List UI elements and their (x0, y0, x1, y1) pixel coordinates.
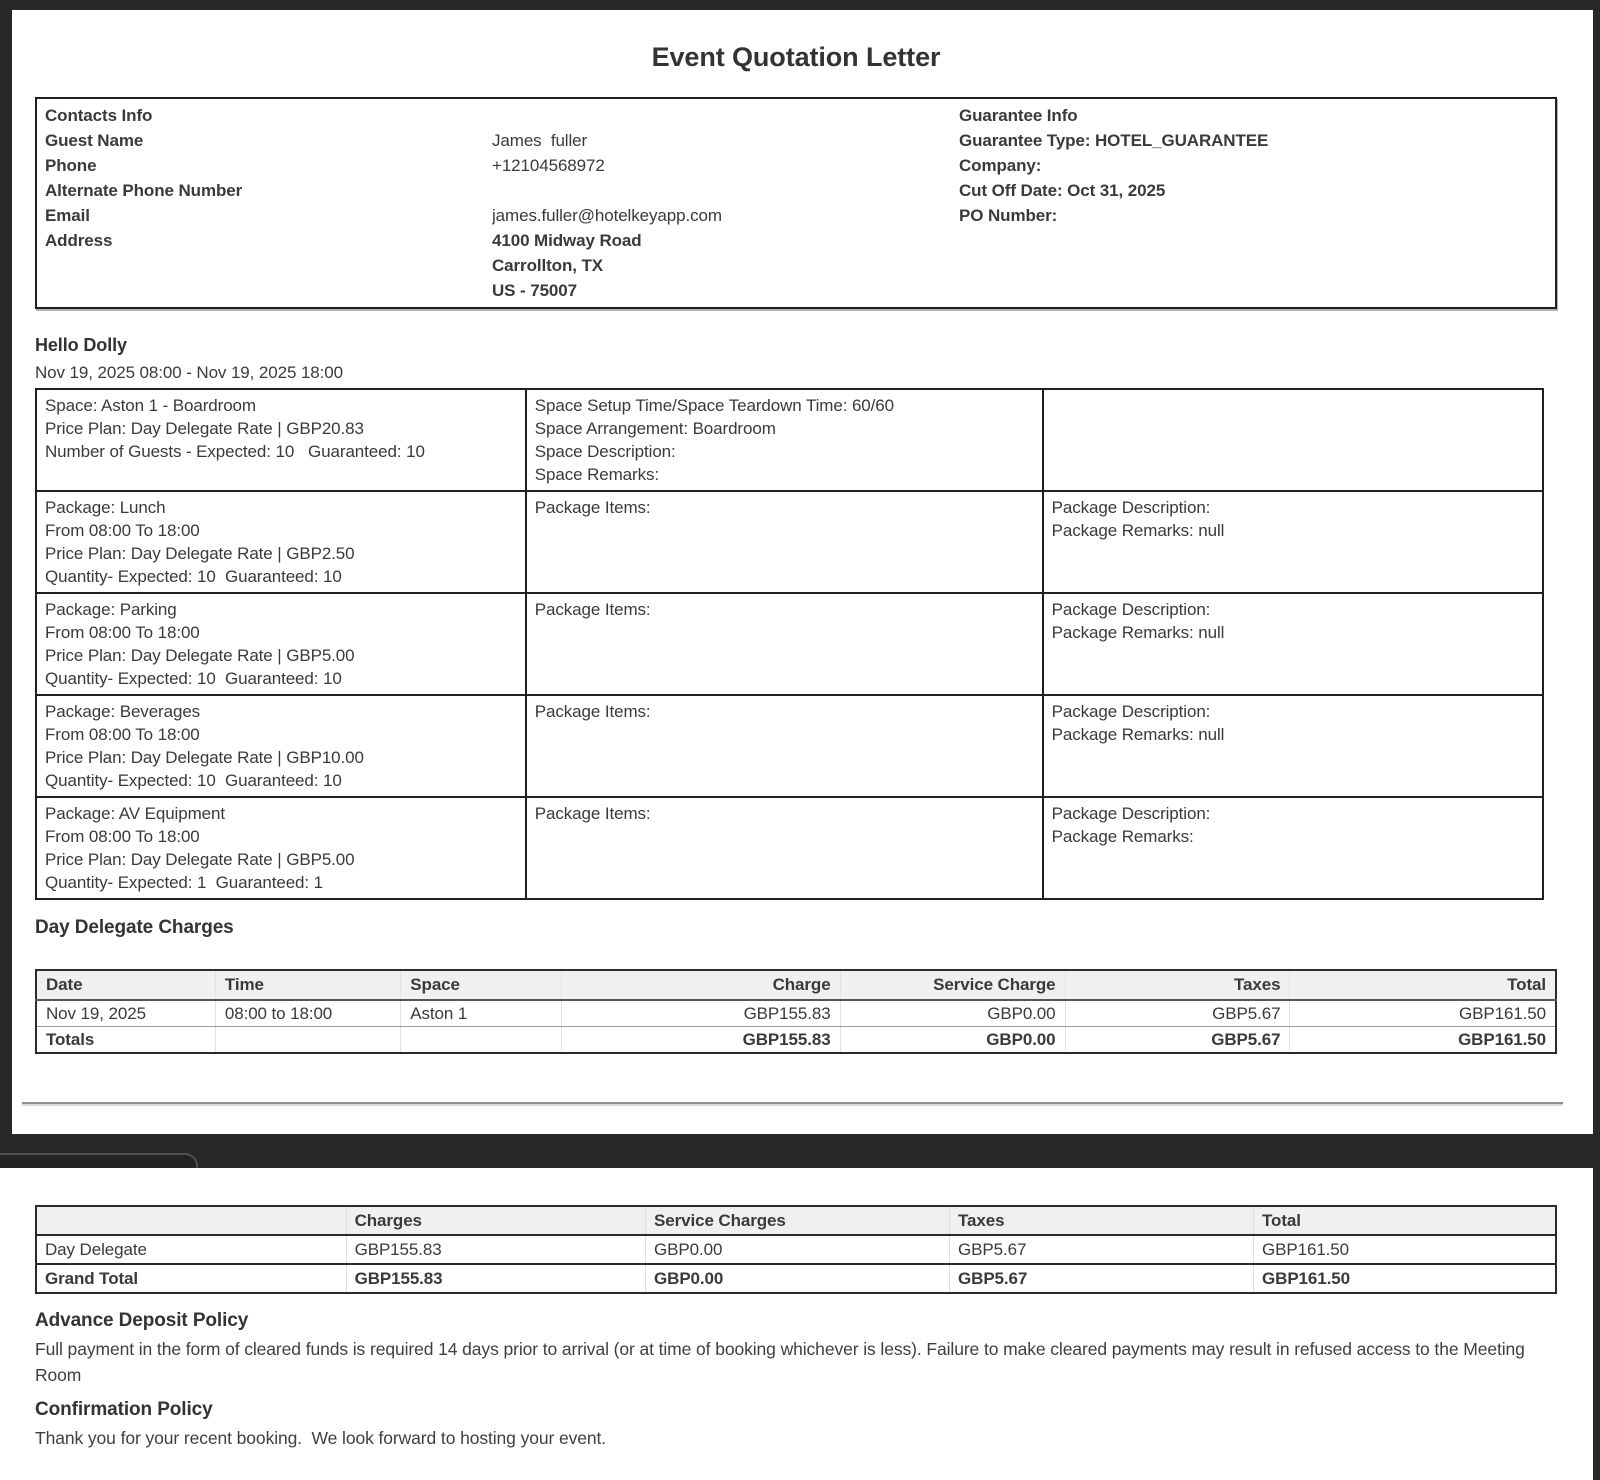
package-detail-cell (36, 491, 526, 593)
summary-charges: GBP155.83 (346, 1235, 645, 1264)
event-datetime-range: Nov 19, 2025 08:00 - Nov 19, 2025 18:00 (35, 363, 343, 382)
space-arrangement: Space Arrangement: Boardroom (534, 419, 776, 438)
summary-header-taxes: Taxes (950, 1206, 1254, 1235)
grand-total-charges: GBP155.83 (346, 1264, 645, 1293)
charges-data-row (36, 1000, 1556, 1027)
package-name: Package: AV Equipment (45, 804, 225, 823)
grand-total-label: Grand Total (45, 1269, 139, 1288)
viewer-frame-left (0, 0, 12, 1168)
column-header-charge: Charge (562, 970, 840, 1000)
contact-value-alternate-phone (492, 178, 959, 203)
charge-service: GBP0.00 (840, 1000, 1065, 1027)
package-price-plan: Price Plan: Day Delegate Rate | GBP5.00 (45, 850, 355, 869)
package-description-label: Package Description: (1051, 702, 1211, 721)
summary-row-day-delegate (36, 1235, 1556, 1264)
totals-space (401, 1027, 562, 1054)
package-name: Package: Parking (45, 600, 177, 619)
guarantee-company-line: Company: (959, 156, 1042, 175)
package-row-lunch (36, 491, 1543, 593)
grand-total-taxes: GBP5.67 (950, 1264, 1254, 1293)
guarantee-section-title: Guarantee Info (959, 106, 1078, 125)
charge-date: Nov 19, 2025 (36, 1000, 215, 1027)
package-description-cell (1043, 797, 1543, 899)
grand-total-total: GBP161.50 (1254, 1264, 1556, 1293)
package-description-label: Package Description: (1051, 804, 1211, 823)
column-header-taxes: Taxes (1065, 970, 1290, 1000)
spacer-line (492, 103, 959, 128)
package-items-label: Package Items: (534, 804, 651, 823)
document-page-2 (0, 1168, 1593, 1480)
package-detail-cell (36, 593, 526, 695)
space-name: Space: Aston 1 - Boardroom (45, 396, 256, 415)
contact-label-email: Email (45, 206, 90, 225)
guarantee-po-line: PO Number: (959, 206, 1058, 225)
charges-summary-table (35, 1205, 1557, 1294)
summary-header-service-charges: Service Charges (646, 1206, 950, 1235)
space-empty-cell (1043, 389, 1543, 491)
space-price-plan: Price Plan: Day Delegate Rate | GBP20.83 (45, 419, 364, 438)
summary-total: GBP161.50 (1254, 1235, 1556, 1264)
document-page-1 (12, 10, 1593, 1134)
column-header-space: Space (401, 970, 562, 1000)
charge-space: Aston 1 (401, 1000, 562, 1027)
package-time: From 08:00 To 18:00 (45, 827, 200, 846)
package-description-cell (1043, 695, 1543, 797)
package-items-label: Package Items: (534, 702, 651, 721)
page-title: Event Quotation Letter (651, 42, 941, 72)
package-description-label: Package Description: (1051, 600, 1211, 619)
package-price-plan: Price Plan: Day Delegate Rate | GBP2.50 (45, 544, 355, 563)
package-quantity: Quantity- Expected: 1 Guaranteed: 1 (45, 873, 324, 892)
totals-charge: GBP155.83 (562, 1027, 840, 1054)
column-header-time: Time (215, 970, 400, 1000)
summary-header-charges: Charges (346, 1206, 645, 1235)
totals-service-charge: GBP0.00 (840, 1027, 1065, 1054)
package-time: From 08:00 To 18:00 (45, 521, 200, 540)
charge-amount: GBP155.83 (562, 1000, 840, 1027)
charge-total: GBP161.50 (1290, 1000, 1556, 1027)
advance-deposit-policy-text: Full payment in the form of cleared funds is required 14 days prior to arrival (or at time of booking whichever is less). Failure to make cleared payments may result in refused access to the Meeting Room (35, 1339, 1530, 1385)
package-items-label: Package Items: (534, 498, 651, 517)
summary-row-label: Day Delegate (36, 1235, 346, 1264)
viewer-frame-right (1593, 0, 1600, 1480)
totals-label: Totals (46, 1029, 95, 1049)
space-description: Space Description: (534, 442, 676, 461)
charges-section-heading: Day Delegate Charges (35, 917, 234, 938)
contact-value-phone: +12104568972 (492, 156, 605, 175)
guarantee-cutoff-line: Cut Off Date: Oct 31, 2025 (959, 181, 1166, 200)
confirmation-policy-heading: Confirmation Policy (35, 1399, 213, 1420)
package-name: Package: Beverages (45, 702, 201, 721)
totals-total: GBP161.50 (1290, 1027, 1556, 1054)
package-items-cell (526, 695, 1043, 797)
package-price-plan: Price Plan: Day Delegate Rate | GBP5.00 (45, 646, 355, 665)
contact-address-line-2: Carrollton, TX (492, 256, 603, 275)
space-package-table (35, 388, 1544, 900)
package-items-cell (526, 797, 1043, 899)
package-remarks-label: Package Remarks: null (1051, 725, 1225, 744)
charge-taxes: GBP5.67 (1065, 1000, 1290, 1027)
column-header-service-charge: Service Charge (840, 970, 1065, 1000)
space-row (36, 389, 1543, 491)
package-items-cell (526, 593, 1043, 695)
totals-time (215, 1027, 400, 1054)
space-setup-time: Space Setup Time/Space Teardown Time: 60/60 (534, 396, 894, 415)
package-time: From 08:00 To 18:00 (45, 725, 200, 744)
summary-taxes: GBP5.67 (950, 1235, 1254, 1264)
package-description-label: Package Description: (1051, 498, 1211, 517)
package-quantity: Quantity- Expected: 10 Guaranteed: 10 (45, 771, 342, 790)
package-price-plan: Price Plan: Day Delegate Rate | GBP10.00 (45, 748, 364, 767)
package-quantity: Quantity- Expected: 10 Guaranteed: 10 (45, 669, 342, 688)
contact-address-line-1: 4100 Midway Road (492, 231, 642, 250)
space-setup-cell (526, 389, 1043, 491)
contact-label-alternate-phone: Alternate Phone Number (45, 181, 243, 200)
package-remarks-label: Package Remarks: (1051, 827, 1194, 846)
summary-header-blank (36, 1206, 346, 1235)
package-row-beverages (36, 695, 1543, 797)
contacts-labels-column (45, 103, 492, 303)
package-time: From 08:00 To 18:00 (45, 623, 200, 642)
package-description-cell (1043, 593, 1543, 695)
charges-header-row (36, 970, 1556, 1000)
page-tab-corner (0, 1153, 198, 1168)
grand-total-service-charges: GBP0.00 (646, 1264, 950, 1293)
contact-label-phone: Phone (45, 156, 97, 175)
package-quantity: Quantity- Expected: 10 Guaranteed: 10 (45, 567, 342, 586)
day-delegate-charges-table (35, 969, 1557, 1054)
charge-time: 08:00 to 18:00 (215, 1000, 400, 1027)
section-divider (22, 1102, 1563, 1106)
contact-label-guest-name: Guest Name (45, 131, 144, 150)
summary-header-row (36, 1206, 1556, 1235)
totals-taxes: GBP5.67 (1065, 1027, 1290, 1054)
space-detail-cell (36, 389, 526, 491)
package-items-label: Package Items: (534, 600, 651, 619)
summary-row-grand-total (36, 1264, 1556, 1293)
guarantee-type-line: Guarantee Type: HOTEL_GUARANTEE (959, 131, 1269, 150)
contacts-box (35, 97, 1557, 309)
column-header-date: Date (36, 970, 215, 1000)
contacts-values-column (492, 103, 959, 303)
confirmation-policy-text: Thank you for your recent booking. We look forward to hosting your event. (35, 1428, 607, 1448)
package-row-parking (36, 593, 1543, 695)
package-remarks-label: Package Remarks: null (1051, 521, 1225, 540)
viewer-frame-top (0, 0, 1600, 10)
event-name: Hello Dolly (35, 335, 127, 355)
package-remarks-label: Package Remarks: null (1051, 623, 1225, 642)
advance-deposit-policy-heading: Advance Deposit Policy (35, 1310, 249, 1331)
package-detail-cell (36, 797, 526, 899)
guarantee-column (959, 103, 1547, 303)
package-items-cell (526, 491, 1043, 593)
contact-value-guest-name: James fuller (492, 131, 588, 150)
contact-label-address: Address (45, 231, 113, 250)
contacts-section-title: Contacts Info (45, 106, 153, 125)
charges-totals-row (36, 1027, 1556, 1054)
page-break-band (0, 1134, 1600, 1168)
space-remarks: Space Remarks: (534, 465, 660, 484)
contact-address-line-3: US - 75007 (492, 281, 577, 300)
summary-header-total: Total (1254, 1206, 1556, 1235)
summary-service-charges: GBP0.00 (646, 1235, 950, 1264)
package-detail-cell (36, 695, 526, 797)
column-header-total: Total (1290, 970, 1556, 1000)
package-description-cell (1043, 491, 1543, 593)
package-row-av-equipment (36, 797, 1543, 899)
package-name: Package: Lunch (45, 498, 166, 517)
contact-value-email: james.fuller@hotelkeyapp.com (492, 206, 722, 225)
space-guests: Number of Guests - Expected: 10 Guaranteed: 10 (45, 442, 425, 461)
